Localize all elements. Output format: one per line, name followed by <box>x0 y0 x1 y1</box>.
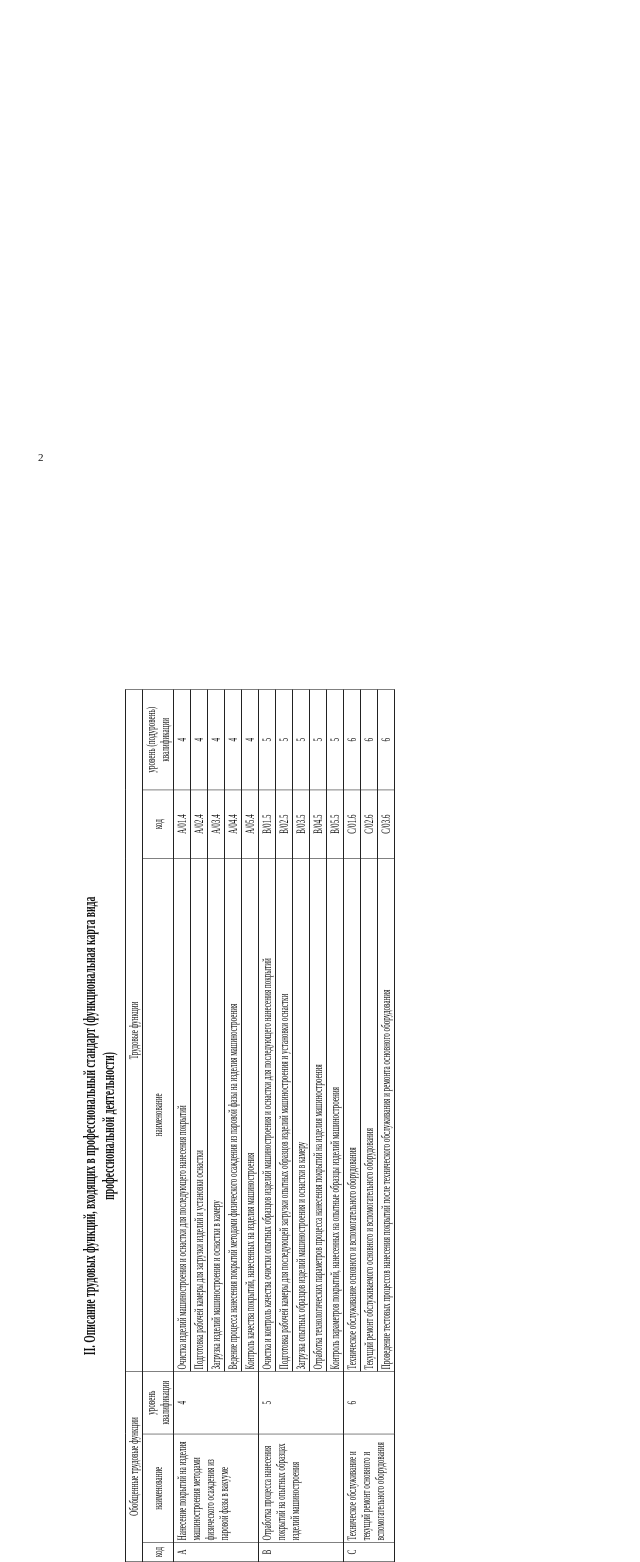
heading-line-1: II. Описание трудовых функций, входящих в профессиональный стандарт (функциональная карта вида <box>80 896 99 1356</box>
function-name: Загрузка опытных образцов изделий машиностроения и оснастки в камеру <box>293 858 310 1371</box>
header-labor: Трудовые функции <box>126 690 143 1372</box>
group-name: Техническое обслуживание и текущий ремонт основного и вспомогательного оборудования <box>344 1434 395 1542</box>
function-name: Очистка изделий машиностроения и оснастки для последующего нанесения покрытий <box>174 858 191 1371</box>
function-level: 5 <box>259 690 276 790</box>
function-code: B/02.5 <box>276 790 293 858</box>
function-level: 4 <box>191 690 208 790</box>
table-row <box>344 690 361 1562</box>
rotated-page <box>80 690 615 1562</box>
function-level: 5 <box>327 690 344 790</box>
function-code: C/01.6 <box>344 790 361 858</box>
function-name: Контроль параметров покрытий, нанесенных на опытные образцы изделий машиностроения <box>327 858 344 1371</box>
function-code: B/05.5 <box>327 790 344 858</box>
header-labor-code: код <box>143 790 174 858</box>
function-name: Отработка технологических параметров процесса нанесения покрытий на изделия машиностроения <box>310 858 327 1371</box>
function-level: 6 <box>361 690 378 790</box>
function-code: C/02.6 <box>361 790 378 858</box>
header-generalized: Обобщенные трудовые функции <box>126 1371 143 1561</box>
heading-line-2: профессиональной деятельности) <box>99 1052 118 1200</box>
function-name: Проведение тестовых процессов нанесения покрытий после технического обслуживания и ремонта основного оборудования <box>378 858 395 1371</box>
function-level: 6 <box>344 690 361 790</box>
function-level: 4 <box>174 690 191 790</box>
function-name: Подготовка рабочей камеры для загрузки изделий и установки оснастки <box>191 858 208 1371</box>
function-level: 4 <box>242 690 259 790</box>
function-level: 4 <box>225 690 242 790</box>
header-name: наименование <box>143 1434 174 1542</box>
group-level: 4 <box>174 1371 259 1434</box>
group-code: B <box>259 1542 344 1561</box>
function-code: A/03.4 <box>208 790 225 858</box>
function-code: C/03.6 <box>378 790 395 858</box>
function-level: 5 <box>276 690 293 790</box>
table-row <box>259 690 276 1562</box>
function-code: A/05.4 <box>242 790 259 858</box>
page-number: 2 <box>38 452 44 464</box>
table-body <box>174 690 395 1562</box>
group-code: A <box>174 1542 259 1561</box>
group-code: C <box>344 1542 395 1561</box>
function-name: Загрузка изделий машиностроения и оснастки в камеру <box>208 858 225 1371</box>
functional-map-table <box>125 689 395 1562</box>
header-code: код <box>143 1542 174 1561</box>
group-level: 5 <box>259 1371 344 1434</box>
function-code: A/01.4 <box>174 790 191 858</box>
function-code: A/02.4 <box>191 790 208 858</box>
header-sub-level: уровень (подуровень) квалификации <box>143 690 174 790</box>
function-name: Техническое обслуживание основного и вспомогательного оборудования <box>344 858 361 1371</box>
group-name: Нанесение покрытий на изделия машиностроения методами физического осаждения из паровой фазы в вакууме <box>174 1434 259 1542</box>
function-name: Подготовка рабочей камеры для последующей загрузки опытных образцов изделий машиностроения и установки оснастки <box>276 858 293 1371</box>
function-name: Текущий ремонт обслуживаемого основного и вспомогательного оборудования <box>361 858 378 1371</box>
function-level: 5 <box>310 690 327 790</box>
function-name: Ведение процесса нанесения покрытий методами физического осаждения из паровой фазы на изделия машиностроения <box>225 858 242 1371</box>
function-code: B/01.5 <box>259 790 276 858</box>
function-level: 5 <box>293 690 310 790</box>
function-code: B/03.5 <box>293 790 310 858</box>
function-code: A/04.4 <box>225 790 242 858</box>
function-name: Очистка и контроль качества очистки опытных образцов изделий машиностроения и оснастки для последующего нанесения покрытий <box>259 858 276 1371</box>
function-name: Контроль качества покрытий, нанесенных на изделия машиностроения <box>242 858 259 1371</box>
table-row <box>174 690 191 1562</box>
function-level: 6 <box>378 690 395 790</box>
function-level: 4 <box>208 690 225 790</box>
group-level: 6 <box>344 1371 395 1434</box>
function-code: B/04.5 <box>310 790 327 858</box>
group-name: Отработка процесса нанесения покрытий на опытных образцах изделий машиностроения <box>259 1434 344 1542</box>
header-level: уровень квалификации <box>143 1371 174 1434</box>
section-heading <box>80 690 118 1562</box>
header-labor-name: наименование <box>143 858 174 1371</box>
